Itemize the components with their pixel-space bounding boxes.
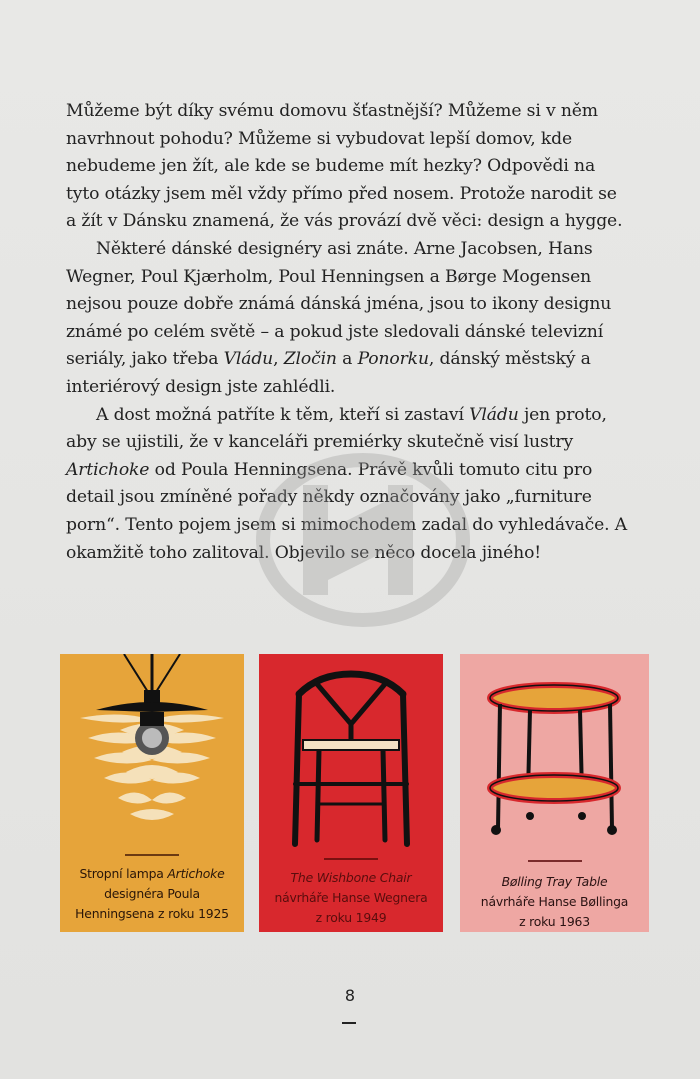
caption-rule bbox=[324, 858, 378, 860]
separator: , bbox=[273, 349, 284, 370]
body-text bbox=[66, 98, 632, 567]
tray-table-illustration bbox=[460, 654, 649, 854]
caption-line: z roku 1963 bbox=[519, 914, 590, 929]
wishbone-chair-illustration bbox=[259, 654, 443, 854]
card-wishbone-chair bbox=[259, 654, 443, 932]
title-vladu: Vládu bbox=[469, 404, 519, 425]
caption-line: návrháře Hanse Bøllinga bbox=[480, 894, 629, 909]
paragraph-2-text-b: , dánský městský a interiérový design jste zahlédli. bbox=[66, 349, 591, 397]
caption-tray bbox=[460, 872, 649, 932]
caption-text: Stropní lampa bbox=[79, 866, 168, 881]
caption-lamp bbox=[60, 864, 244, 924]
caption-text-italic: Artichoke bbox=[167, 866, 225, 881]
card-bolling-tray-table bbox=[460, 654, 649, 932]
caption-chair bbox=[259, 868, 443, 928]
artichoke-lamp-illustration bbox=[60, 654, 244, 844]
caption-line bbox=[259, 868, 443, 888]
caption-rule bbox=[528, 860, 582, 862]
illustration-row bbox=[58, 654, 654, 934]
caption-line bbox=[60, 864, 244, 884]
paragraph-3-text-c: od Poula Henningsena. Právě kvůli tomuto citu pro detail jsou zmíněné pořady někdy označovány jako „furniture porn“. Tento pojem jsem si mimochodem zadal do vyhledávače. A okamžitě toho zalitoval. Objevilo se něco docela jiného! bbox=[66, 459, 628, 563]
caption-line: Henningsena z roku 1925 bbox=[75, 906, 229, 921]
title-zlocin: Zločin bbox=[283, 349, 337, 370]
paragraph-3-text-a: A dost možná patříte k těm, kteří si zastaví bbox=[96, 404, 470, 425]
title-ponorku: Ponorku bbox=[357, 349, 429, 370]
caption-rule bbox=[125, 854, 179, 856]
page-number-dash bbox=[342, 1022, 356, 1024]
paragraph-2 bbox=[66, 236, 632, 402]
paragraph-1 bbox=[66, 98, 632, 236]
paragraph-2-text-a: Některé dánské designéry asi znáte. Arne Jacobsen, Hans Wegner, Poul Kjærholm, Poul Henningsen a Børge Mogensen nejsou pouze dobře známá dánská jména, jsou to ikony designu známé po celém světě – a pokud jste sledovali dánské televizní seriály, jako třeba bbox=[66, 238, 612, 370]
paragraph-1-text: Můžeme být díky svému domovu šťastnější? Můžeme si v něm navrhnout pohodu? Můžeme si vybudovat lepší domov, kde nebudeme jen žít, ale kde se budeme mít hezky? Odpovědi na tyto otázky jsem měl vždy přímo před nosem. Protože narodit se a žít v Dánsku znamená, že vás provází dvě věci: design a hygge. bbox=[66, 101, 623, 232]
separator: a bbox=[336, 349, 358, 370]
page-number: 8 bbox=[344, 986, 356, 1005]
caption-line: z roku 1949 bbox=[315, 910, 387, 925]
title-artichoke: Artichoke bbox=[66, 459, 150, 480]
caption-text-italic: The Wishbone Chair bbox=[290, 870, 412, 885]
paragraph-3 bbox=[66, 402, 632, 568]
title-vladu: Vládu bbox=[223, 349, 274, 370]
caption-line: návrháře Hanse Wegnera bbox=[274, 890, 428, 905]
caption-line bbox=[460, 872, 649, 892]
caption-text-italic: Bølling Tray Table bbox=[501, 874, 608, 889]
caption-line: designéra Poula bbox=[104, 886, 200, 901]
card-artichoke-lamp bbox=[60, 654, 244, 932]
paragraph-3-text-b: jen proto, aby se ujistili, že v kanceláři premiérky skutečně visí lustry bbox=[66, 404, 607, 453]
